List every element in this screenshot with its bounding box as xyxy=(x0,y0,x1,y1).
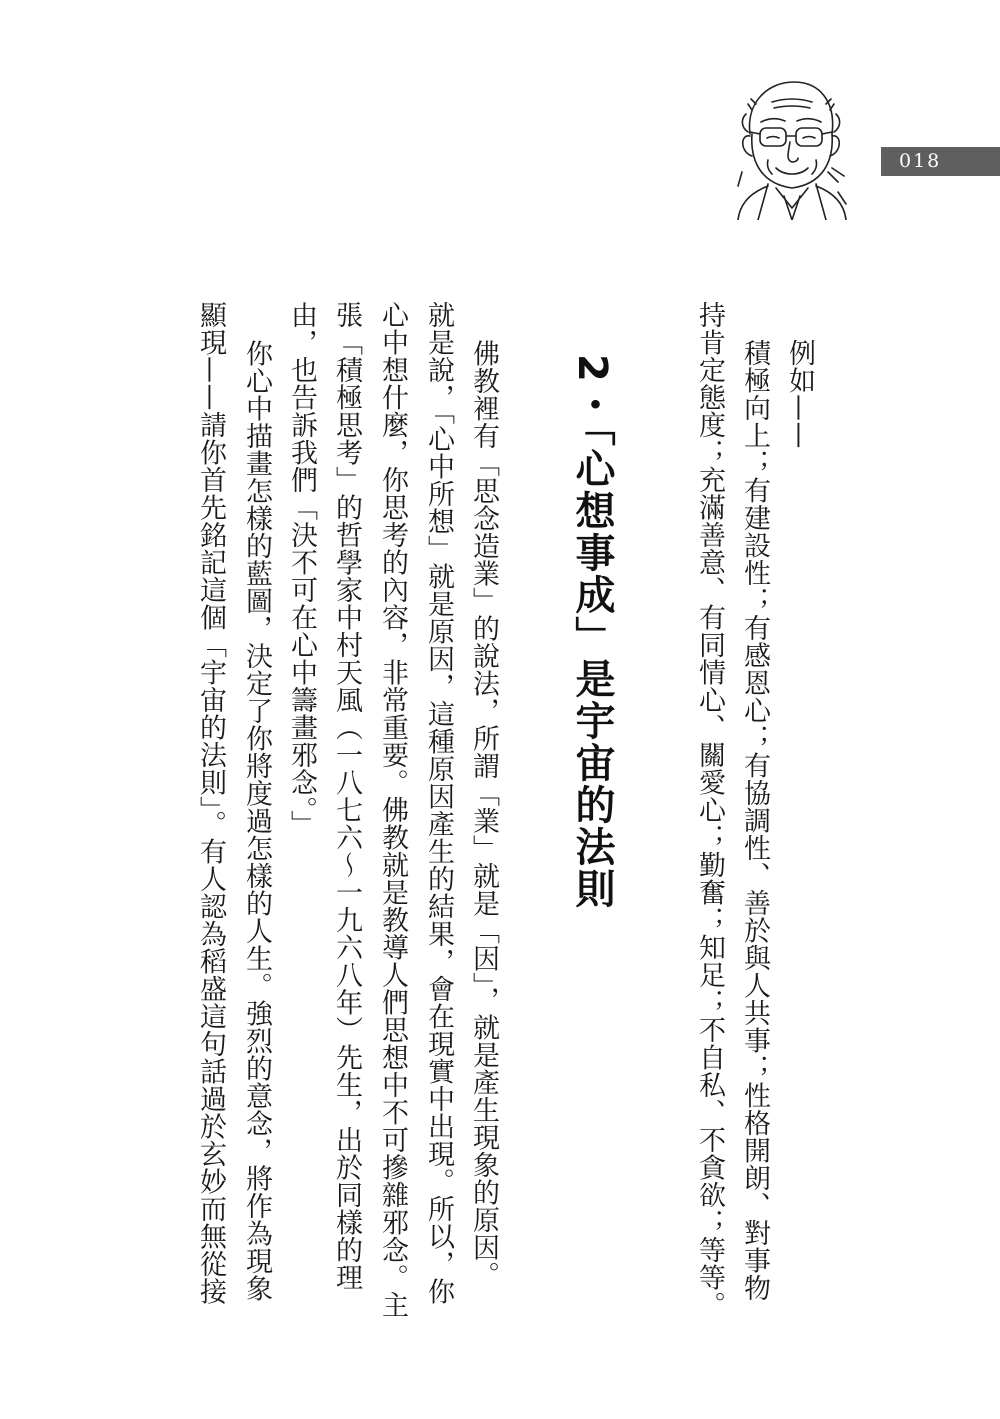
example-line-1: 積極向上；有建設性；有感恩心；有協調性、善於與人共事；性格開朗、對事物 xyxy=(739,339,770,1302)
page-number: 018 xyxy=(899,150,942,172)
body-line-2: 就是說，「心中所想」就是原因，這種原因產生的結果，會在現實中出現。所以，你 xyxy=(423,301,454,1305)
section-heading: 2・「心想事成」是宇宙的法則 xyxy=(569,354,615,910)
body-line-6: 你心中描畫怎樣的藍圖，決定了你將度過怎樣的人生。強烈的意念，將作為現象 xyxy=(241,312,272,1302)
example-intro: 例如—— xyxy=(784,339,815,449)
body-line-3: 心中想什麼，你思考的內容，非常重要。佛教就是教導人們思想中不可摻雜邪念。主 xyxy=(377,301,408,1319)
example-line-2: 持肯定態度；充滿善意、有同情心、關愛心；勤奮；知足；不自私、不貪欲；等等。 xyxy=(694,301,725,1319)
body-line-5: 由，也告訴我們「決不可在心中籌畫邪念。」 xyxy=(286,301,317,838)
page-number-tab xyxy=(881,147,1000,176)
body-line-1: 佛教裡有「思念造業」的說法，所謂「業」就是「因」，就是產生現象的原因。 xyxy=(468,312,499,1289)
author-portrait-illustration xyxy=(728,72,856,220)
body-line-4: 張「積極思考」的哲學家中村天風（一八七六～一九六八年）先生，出於同樣的理 xyxy=(331,301,362,1291)
body-line-7: 顯現——請你首先銘記這個「宇宙的法則」。有人認為稻盛這句話過於玄妙而無從接 xyxy=(195,301,226,1305)
